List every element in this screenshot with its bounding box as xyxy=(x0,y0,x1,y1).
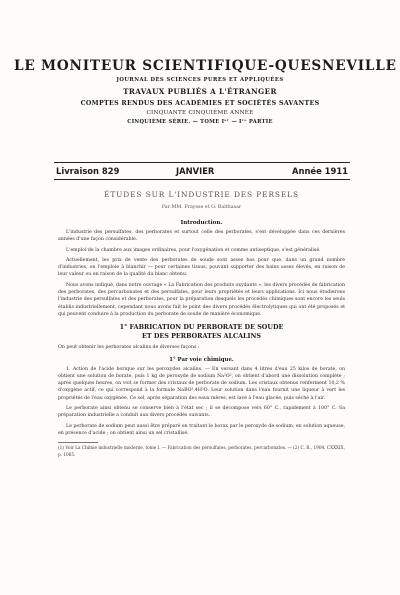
subsection-1-paragraph-1: 1. Action de l'acide borique sur les peroxydes alcalins. — En versant dans 4 litres d'eau 25 kilos de borate, on obtient une solution de borate, puis 1 kg de peroxyde de sodium Na²O², on obtient d'abord une dissolution complète ; après quelques heures, on voit se former des cristaux de perborate de sodium. Les cristaux obtenus renferment 10,2 % d'oxygène actif, ce qui correspond à la formule NaBO³,4H²O. Leur solution dans l'eau fournit une liqueur à vert les propriétés de l'eau oxygénée. Ce sel, après séparation des eaux mères, est lavé à l'eau glacée, puis séché à l'air. xyxy=(58,366,345,401)
section-1-heading-a: 1° FABRICATION DU PERBORATE DE SOUDE xyxy=(119,323,284,332)
intro-paragraph-2: L'emploi de la chambre aux images ordinaires, pour l'oxygénation et comme antiseptique, s'est généralisé. xyxy=(66,247,321,253)
subsection-1-heading: 1° Par voie chimique. xyxy=(169,356,234,363)
masthead-series: CINQUIÈME SÉRIE. — TOME Iᵉʳ — Iʳᵉ PARTIE xyxy=(127,119,273,125)
masthead-line-foreign-works: TRAVAUX PUBLIÉS A L'ÉTRANGER xyxy=(123,87,277,96)
masthead-line-year: CINQUANTE CINQUIÈME ANNÉE xyxy=(146,110,254,116)
footnote-rule xyxy=(58,442,98,443)
issue-year: Année 1911 xyxy=(292,166,348,176)
intro-paragraph-1: L'industrie des persulfates, des perborates et surtout celle des perborates, s'est développée dans ces dernières années d'une façon considérable. xyxy=(58,230,345,243)
masthead xyxy=(14,58,397,125)
intro-paragraph-4: Nous avons indiqué, dans notre ouvrage « La Fabrication des produits oxydants », les divers procédés de fabrication des perborates, des percarbonates et des persulfates, pour leurs propriétés et leurs applications. Ici nous étudierons l'industrie des persulfates et des perborates, pour la préparation desquels les procédés chimiques sont encore les seuls établis industriellement, cependant nous avons fait le point des divers procédés électrolytiques qui ont été proposés et qui peuvent conduire à la production du perborate de soude de manière économique. xyxy=(58,282,345,317)
article-title: ÉTUDES SUR L'INDUSTRIE DES PERSELS xyxy=(104,190,299,199)
journal-title: LE MONITEUR SCIENTIFIQUE-QUESNEVILLE xyxy=(14,58,397,74)
intro-paragraph-3: Actuellement, les prix de vente des perborates de soude sont assez bas pour que, dans un grand nombre d'industries, on l'emploie à blanchir — pour certaines tissus, pouvant supporter des bains assez élevés, en raison de leur valeur ou en raison de la qualité du blanc obtenu. xyxy=(58,257,345,278)
article-body xyxy=(58,190,345,458)
issue-bar xyxy=(54,162,350,180)
masthead-line-academies: COMPTES RENDUS DES ACADÉMIES ET SOCIÉTÉS SAVANTES xyxy=(80,100,320,107)
subsection-1-paragraph-2: Le perborate ainsi obtenu se conserve bien à l'état sec ; il se décompose vers 60° C., rapidement à 100° C. Sa préparation industrielle a conduit aux divers procédés suivants. xyxy=(58,406,345,419)
journal-subtitle: JOURNAL DES SCIENCES PURES ET APPLIQUÉES xyxy=(116,77,284,83)
article-authors: Par MM. Fraysse et G. Balthasar xyxy=(161,205,242,210)
footnote: (1) Voir La Chimie industrielle moderne, tome I. — Fabrication des persulfates, perborates, percarbonates. — (2) C. R., 1904, CXXXIX, p. 1065. xyxy=(58,445,345,457)
section-1-heading-b: ET DES PERBORATES ALCALINS xyxy=(141,332,261,341)
issue-month: JANVIER xyxy=(176,166,215,176)
subsection-1-paragraph-3: Le perborate de sodium peut aussi être préparé en traitant le borax par le peroxyde de sodium, en solution aqueuse, en présence d'acide ; on obtient ainsi un sel cristallisé. xyxy=(58,423,345,436)
intro-heading: Introduction. xyxy=(180,220,223,226)
section-1-intro: On peut obtenir les perborates alcalins de diverses façons : xyxy=(58,345,200,351)
issue-number: Livraison 829 xyxy=(56,166,120,176)
